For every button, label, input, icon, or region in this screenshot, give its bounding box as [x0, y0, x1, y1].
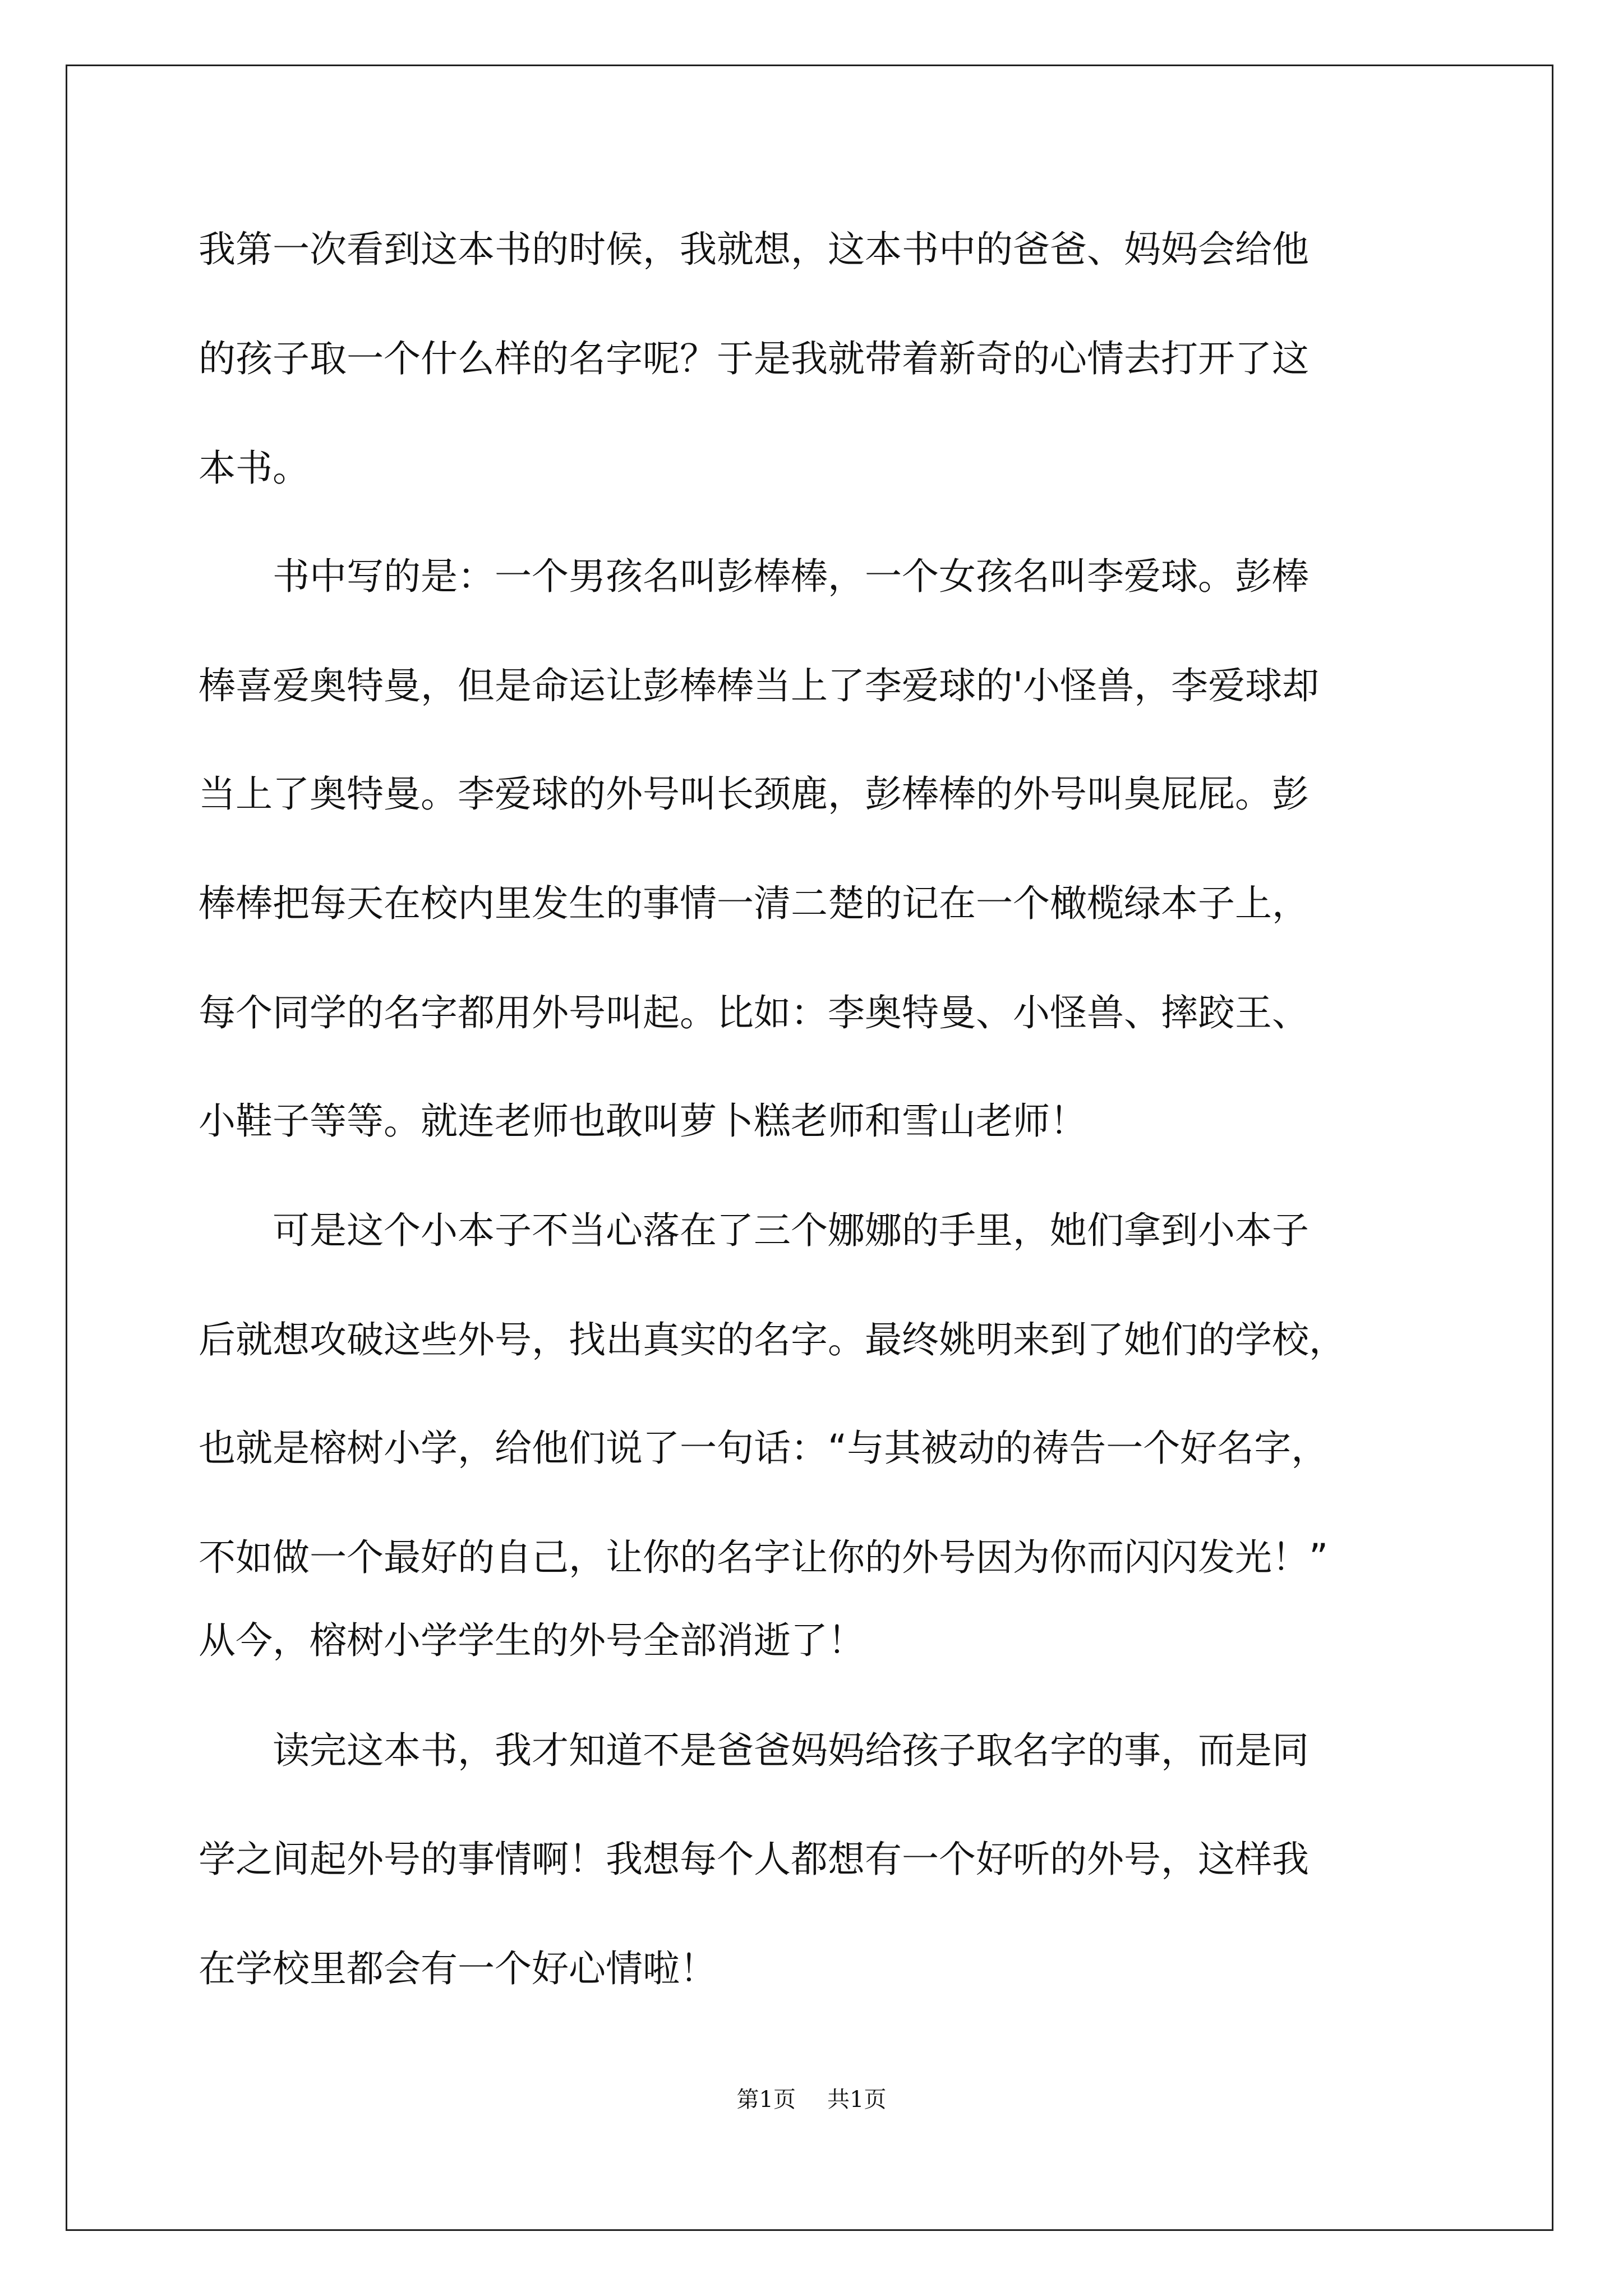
text-line: 后就想攻破这些外号，找出真实的名字。最终姚明来到了她们的学校，: [199, 1318, 1346, 1361]
text-line: 我第一次看到这本书的时候，我就想，这本书中的爸爸、妈妈会给他: [199, 228, 1309, 271]
text-line: 棒棒把每天在校内里发生的事情一清二楚的记在一个橄榄绿本子上，: [199, 882, 1309, 925]
text-line: 不如做一个最好的自己，让你的名字让你的外号因为你而闪闪发光！”: [199, 1536, 1329, 1579]
text-line: 本书。: [199, 447, 310, 490]
text-line: 棒喜爱奥特曼，但是命运让彭棒棒当上了李爱球的'小怪兽，李爱球却: [199, 664, 1320, 707]
text-line: 学之间起外号的事情啊！我想每个人都想有一个好听的外号，这样我: [199, 1838, 1309, 1881]
page-number: 第1页: [736, 2087, 796, 2113]
text-line: 可是这个小本子不当心落在了三个娜娜的手里，她们拿到小本子: [199, 1209, 1309, 1252]
text-line: 在学校里都会有一个好心情啦！: [199, 1947, 717, 1990]
text-line: 读完这本书，我才知道不是爸爸妈妈给孩子取名字的事，而是同: [199, 1729, 1309, 1772]
text-line: 从今，榕树小学学生的外号全部消逝了！: [199, 1619, 865, 1662]
page-footer: [0, 2083, 1623, 2116]
text-line: 小鞋子等等。就连老师也敢叫萝卜糕老师和雪山老师！: [199, 1099, 1087, 1143]
text-line: 当上了奥特曼。李爱球的外号叫长颈鹿，彭棒棒的外号叫臭屁屁。彭: [199, 772, 1309, 816]
page-border: [66, 65, 1553, 2231]
text-line: 每个同学的名字都用外号叫起。比如：李奥特曼、小怪兽、摔跤王、: [199, 991, 1309, 1034]
text-line: 书中写的是：一个男孩名叫彭棒棒，一个女孩名叫李爱球。彭棒: [199, 555, 1309, 598]
page-total: 共1页: [827, 2087, 887, 2113]
text-line: 的孩子取一个什么样的名字呢？于是我就带着新奇的心情去打开了这: [199, 337, 1309, 380]
text-line: 也就是榕树小学，给他们说了一句话：“与其被动的祷告一个好名字，: [199, 1427, 1329, 1470]
